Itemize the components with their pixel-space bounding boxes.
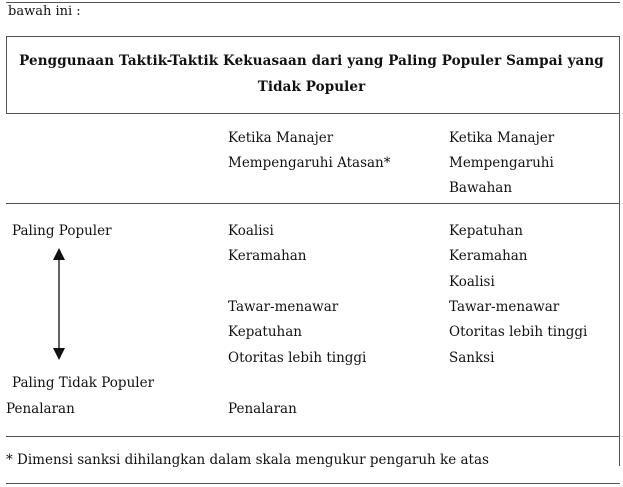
bottom-rule [6, 483, 620, 484]
atasan-item: Tawar-menawar [228, 299, 339, 315]
atasan-item: Keramahan [228, 248, 307, 264]
atasan-item: Otoritas lebih tinggi [228, 350, 367, 366]
footnote-separator [6, 436, 620, 437]
bawahan-item: Tawar-menawar [449, 299, 560, 315]
header-separator [6, 203, 620, 204]
bawahan-item: Keramahan [449, 248, 528, 264]
intro-text: bawah ini : [8, 4, 81, 19]
table-top-border [6, 36, 620, 37]
table-right-border [619, 36, 620, 466]
title-separator [6, 113, 620, 114]
bawahan-item: Kepatuhan [449, 223, 523, 239]
label-paling-populer: Paling Populer [12, 223, 112, 239]
label-paling-tidak-populer: Paling Tidak Populer [12, 375, 155, 391]
top-rule [6, 2, 620, 3]
header-atasan-line1: Ketika Manajer [228, 130, 334, 146]
header-bawahan-line1: Ketika Manajer [449, 130, 555, 146]
bawahan-item: Sanksi [449, 350, 495, 366]
double-arrow-icon [52, 248, 66, 360]
atasan-item: Koalisi [228, 223, 274, 239]
bawahan-item: Koalisi [449, 274, 495, 290]
label-penalaran: Penalaran [6, 401, 75, 417]
header-atasan-line2: Mempengaruhi Atasan* [228, 155, 391, 171]
header-bawahan-line3: Bawahan [449, 180, 513, 196]
footnote: * Dimensi sanksi dihilangkan dalam skala mengukur pengaruh ke atas [6, 452, 489, 468]
atasan-item: Kepatuhan [228, 324, 302, 340]
header-bawahan-line2: Mempengaruhi [449, 155, 554, 171]
table-title-line1: Penggunaan Taktik-Taktik Kekuasaan dari yang Paling Populer Sampai yang [19, 53, 604, 69]
atasan-item: Penalaran [228, 401, 297, 417]
table-title-line2: Tidak Populer [257, 79, 366, 95]
bawahan-item: Otoritas lebih tinggi [449, 324, 588, 340]
table-left-border [6, 36, 7, 114]
